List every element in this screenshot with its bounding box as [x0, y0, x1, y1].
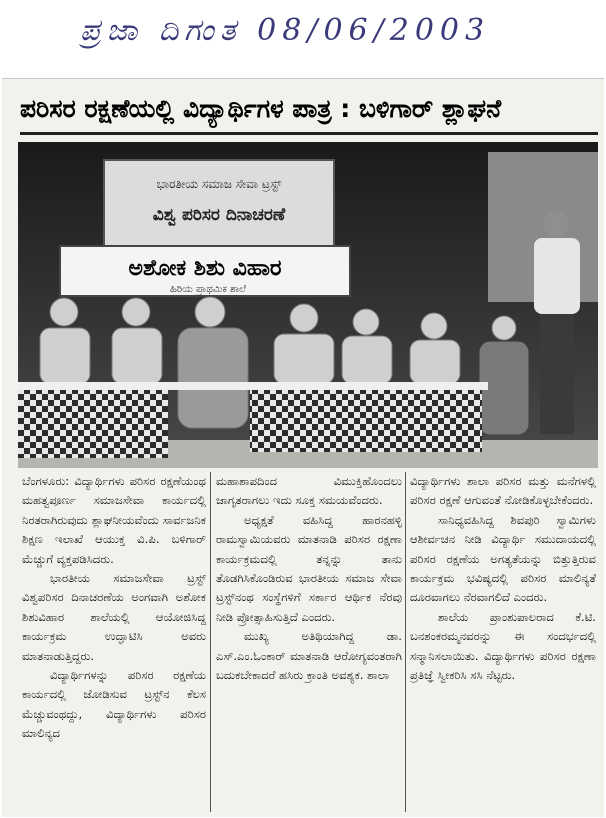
article-paragraph: ಶಾಲೆಯ ಪ್ರಾಂಶುಪಾಲರಾದ ಕೆ.ಟಿ. ಬನಶಂಕರಮ್ಮನವರನ್ನು ಈ ಸಂದರ್ಭದಲ್ಲಿ ಸನ್ಮಾನಿಸಲಾಯಿತು. ವಿದ್ಯಾರ್ಥಿಗಳು ಪರಿಸರ ರಕ್ಷಣಾ ಪ್ರತಿಜ್ಞೆ ಸ್ವೀಕರಿಸಿ ಸಸಿ ನೆಟ್ಟರು. — [410, 609, 596, 683]
article-paragraph: ಭಾರತೀಯ ಸಮಾಜಸೇವಾ ಟ್ರಸ್ಟ್ ವಿಶ್ವಪರಿಸರ ದಿನಾಚರಣೆಯ ಅಂಗವಾಗಿ ಅಶೋಕ ಶಿಶುವಿಹಾರ ಶಾಲೆಯಲ್ಲಿ ಆಯೋಜಿಸಿದ್ದ ಕಾರ್ಯಕ್ರಮ ಉದ್ಘಾಟಿಸಿ ಅವರು ಮಾತನಾಡುತ್ತಿದ್ದರು. — [22, 571, 206, 663]
article-paragraph: ಬೆಂಗಳೂರು: ವಿದ್ಯಾರ್ಥಿಗಳು ಪರಿಸರ ರಕ್ಷಣೆಯಂಥ ಮಹತ್ವಪೂರ್ಣ ಸಮಾಜಸೇವಾ ಕಾರ್ಯದಲ್ಲಿ ನಿರತರಾಗಿರುವುದು ಶ್ಲಾಘನೀಯವೆಂದು ಸಾರ್ವಜನಿಕ ಶಿಕ್ಷಣ ಇಲಾಖೆ ಆಯುಕ್ತ ವಿ.ಪಿ. ಬಳಿಗಾರ್ ಮೆಚ್ಚುಗೆ ವ್ಯಕ್ತಪಡಿಸಿದರು. — [22, 474, 206, 566]
article-paragraph: ಮುಖ್ಯ ಅತಿಥಿಯಾಗಿದ್ದ ಡಾ. ಎಸ್.ಎಂ.ಓಂಕಾರ್ ಮಾತನಾಡಿ ಆರೋಗ್ಯವಂತರಾಗಿ ಬದುಕಬೇಕಾದರೆ ಹಸಿರು ಕ್ರಾಂತಿ ಅವಶ್ಯಕ. ಶಾಲಾ — [216, 629, 402, 683]
photo-banner-main: ಅಶೋಕ ಶಿಶು ವಿಹಾರ — [128, 256, 282, 281]
handwritten-date-note: ಪ್ರಜಾ ದಿಗಂತ 08/06/2003 — [80, 13, 491, 48]
column-divider — [405, 472, 406, 812]
article-column-2 — [216, 472, 402, 685]
photo-banner-top-line1: ಭಾರತೀಯ ಸಮಾಜ ಸೇವಾ ಟ್ರಸ್ಟ್ — [156, 177, 282, 191]
checkered-tablecloth-right — [250, 388, 482, 452]
article-column-1 — [22, 472, 206, 744]
photo-banner-sub: ಹಿರಿಯ ಪ್ರಾಥಮಿಕ ಶಾಲೆ — [169, 284, 247, 295]
article-paragraph: ಸಾನಿಧ್ಯವಹಿಸಿದ್ದ ಶಿವಪುರಿ ಸ್ವಾಮಿಗಳು ಆಶೀರ್ವಚನ ನೀಡಿ ವಿದ್ಯಾರ್ಥಿ ಸಮುದಾಯದಲ್ಲಿ ಪರಿಸರ ರಕ್ಷಣೆಯ ಅಗತ್ಯತೆಯನ್ನು ಬಿತ್ತುತ್ತಿರುವ ಕಾರ್ಯಕ್ರಮ ಭವಿಷ್ಯದಲ್ಲಿ ಪರಿಸರ ಮಾಲಿನ್ಯತೆ ದೂರವಾಗಲು ನೆರವಾಗಲಿದೆ ಎಂದರು. — [410, 512, 596, 605]
article-paragraph: ಅಧ್ಯಕ್ಷತೆ ವಹಿಸಿದ್ದ ಹಾರನಹಳ್ಳಿ ರಾಮಸ್ವಾಮಿಯವರು ಮಾತನಾಡಿ ಪರಿಸರ ರಕ್ಷಣಾ ಕಾರ್ಯಕ್ರಮದಲ್ಲಿ ತನ್ನನ್ನು ತಾನು ತೊಡಗಿಸಿಕೊಂಡಿರುವ ಭಾರತೀಯ ಸಮಾಜ ಸೇವಾ ಟ್ರಸ್ಟ್‌ನಂಥ ಸಂಸ್ಥೆಗಳಿಗೆ ಸರ್ಕಾರ ಆರ್ಥಿಕ ನೆರವು ನೀಡಿ ಪ್ರೋತ್ಸಾಹಿಸುತ್ತಿದೆ ಎಂದರು. — [216, 512, 402, 624]
checkered-tablecloth-left — [18, 388, 168, 458]
standing-speaker — [534, 211, 580, 434]
article-column-3 — [410, 472, 596, 685]
column-divider — [210, 472, 211, 812]
article-paragraph: ಮಹಾಶಾಪದಿಂದ ವಿಮುಕ್ತಿಹೊಂದಲು ಜಾಗೃತರಾಗಲು ಇದು ಸೂಕ್ತ ಸಮಯವೆಂದರು. — [216, 474, 402, 508]
article-paragraph: ವಿದ್ಯಾರ್ಥಿಗಳು ಶಾಲಾ ಪರಿಸರ ಮತ್ತು ಮನೆಗಳಲ್ಲಿ ಪರಿಸರ ರಕ್ಷಣೆ ಆಗುವಂತೆ ನೋಡಿಕೊಳ್ಳಬೇಕೆಂದರು. — [410, 474, 596, 508]
photo-banner-top-line2: ವಿಶ್ವ ಪರಿಸರ ದಿನಾಚರಣೆ — [152, 205, 286, 225]
event-photo — [18, 142, 598, 468]
article-paragraph: ವಿದ್ಯಾರ್ಥಿಗಳನ್ನು ಪರಿಸರ ರಕ್ಷಣೆಯ ಕಾರ್ಯದಲ್ಲಿ ಜೋಡಿಸುವ ಟ್ರಸ್ಟ್‌ನ ಕೆಲಸ ಮೆಚ್ಚುವಂಥದ್ದು, ವಿದ್ಯಾರ್ಥಿಗಳು ಪರಿಸರ ಮಾಲಿನ್ಯದ — [22, 668, 206, 741]
article-headline: ಪರಿಸರ ರಕ್ಷಣೆಯಲ್ಲಿ ವಿದ್ಯಾರ್ಥಿಗಳ ಪಾತ್ರ : ಬಳಿಗಾರ್ ಶ್ಲಾಘನೆ — [20, 86, 598, 135]
